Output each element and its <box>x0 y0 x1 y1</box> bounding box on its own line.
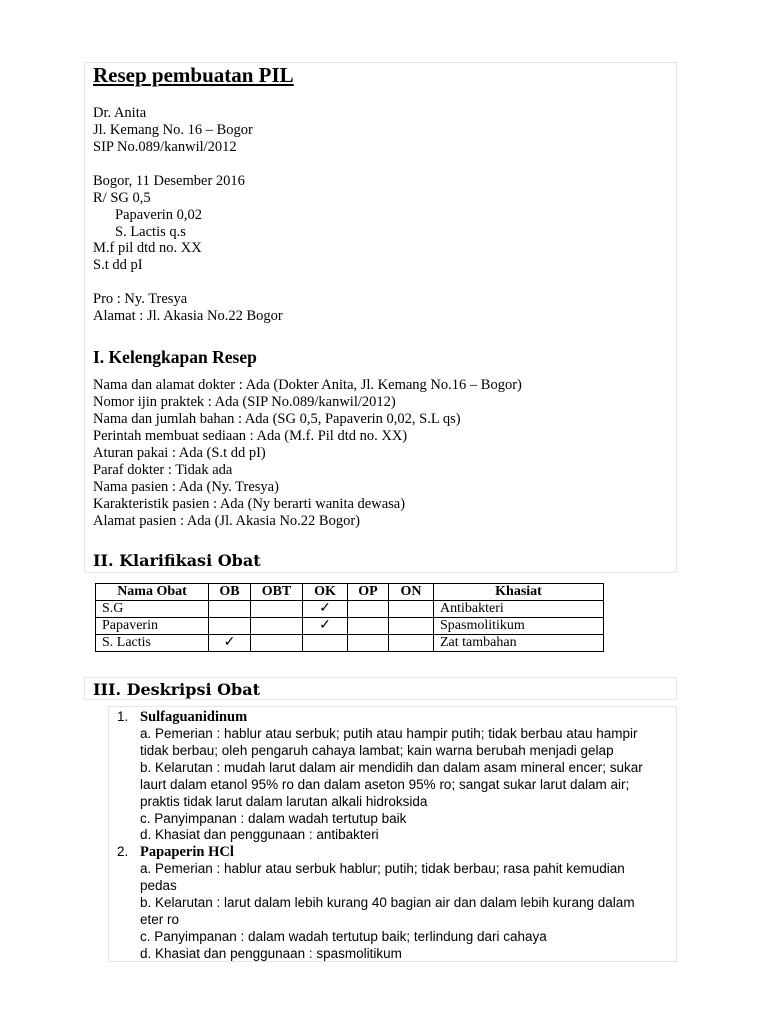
patient-name: Pro : Ny. Tresya <box>93 291 188 307</box>
description-line: b. Kelarutan : larut dalam lebih kurang 40 bagian air dan dalam lebih kurang dalam <box>140 895 635 910</box>
column-header: OBT <box>251 584 303 601</box>
completeness-line: Nama pasien : Ada (Ny. Tresya) <box>93 479 279 495</box>
on-cell <box>389 601 434 618</box>
table-header-row <box>96 584 604 601</box>
list-number: 2. <box>117 844 129 859</box>
description-line: eter ro <box>140 912 180 927</box>
description-line: d. Khasiat dan penggunaan : antibakteri <box>140 827 379 842</box>
description-line: d. Khasiat dan penggunaan : spasmolitikum <box>140 946 402 961</box>
completeness-line: Alamat pasien : Ada (Jl. Akasia No.22 Bogor) <box>93 513 360 529</box>
column-header: ON <box>389 584 434 601</box>
prescription-date: Bogor, 11 Desember 2016 <box>93 173 245 189</box>
completeness-line: Karakteristik pasien : Ada (Ny berarti wanita dewasa) <box>93 496 406 512</box>
column-header: OP <box>348 584 389 601</box>
column-header: OB <box>209 584 251 601</box>
drug-description-title: Sulfaguanidinum <box>140 709 248 725</box>
on-cell <box>389 635 434 652</box>
op-cell <box>348 601 389 618</box>
ok-cell: ✓ <box>303 618 348 635</box>
drug-description-title: Papaperin HCl <box>140 844 234 860</box>
list-number: 1. <box>117 709 129 724</box>
section-heading: III. Deskripsi Obat <box>93 680 260 699</box>
obt-cell <box>251 635 303 652</box>
table-row <box>96 601 604 618</box>
efficacy-cell: Spasmolitikum <box>434 618 604 635</box>
drug-name-cell: S. Lactis <box>96 635 209 652</box>
drug-classification-table <box>95 583 604 652</box>
description-line: laurt dalam etanol 95% ro dan dalam aseton 95% ro; sangat sukar larut dalam air; <box>140 777 630 792</box>
section-heading: II. Klarifikasi Obat <box>93 551 261 570</box>
table-row <box>96 635 604 652</box>
description-line: b. Kelarutan : mudah larut dalam air mendidih dan dalam asam mineral encer; sukar <box>140 760 643 775</box>
description-line: pedas <box>140 878 177 893</box>
prescription-line: R/ SG 0,5 <box>93 190 151 206</box>
prescription-line: S. Lactis q.s <box>115 224 186 240</box>
obt-cell <box>251 618 303 635</box>
column-header: OK <box>303 584 348 601</box>
prescription-line: S.t dd pI <box>93 257 143 273</box>
doctor-address: Jl. Kemang No. 16 – Bogor <box>93 122 253 138</box>
on-cell <box>389 618 434 635</box>
completeness-line: Nama dan jumlah bahan : Ada (SG 0,5, Papaverin 0,02, S.L qs) <box>93 411 461 427</box>
completeness-line: Paraf dokter : Tidak ada <box>93 462 233 478</box>
table-row <box>96 618 604 635</box>
efficacy-cell: Antibakteri <box>434 601 604 618</box>
doctor-name: Dr. Anita <box>93 105 147 121</box>
drug-name-cell: S.G <box>96 601 209 618</box>
obt-cell <box>251 601 303 618</box>
drug-name-cell: Papaverin <box>96 618 209 635</box>
ob-cell <box>209 618 251 635</box>
section-heading: I. Kelengkapan Resep <box>93 347 257 367</box>
column-header: Nama Obat <box>96 584 209 601</box>
prescription-line: Papaverin 0,02 <box>115 207 202 223</box>
description-line: tidak berbau; oleh pengaruh cahaya lambat; kain warna berubah menjadi gelap <box>140 743 614 758</box>
ok-cell: ✓ <box>303 601 348 618</box>
ob-cell <box>209 601 251 618</box>
description-line: c. Panyimpanan : dalam wadah tertutup baik <box>140 811 407 826</box>
ok-cell <box>303 635 348 652</box>
description-line: a. Pemerian : hablur atau serbuk; putih atau hampir putih; tidak berbau atau hampir <box>140 726 638 741</box>
description-line: a. Pemerian : hablur atau serbuk hablur; putih; tidak berbau; rasa pahit kemudian <box>140 861 625 876</box>
doctor-license: SIP No.089/kanwil/2012 <box>93 139 237 155</box>
prescription-line: M.f pil dtd no. XX <box>93 240 202 256</box>
completeness-line: Nama dan alamat dokter : Ada (Dokter Anita, Jl. Kemang No.16 – Bogor) <box>93 377 522 393</box>
completeness-line: Aturan pakai : Ada (S.t dd pI) <box>93 445 266 461</box>
op-cell <box>348 635 389 652</box>
completeness-line: Perintah membuat sediaan : Ada (M.f. Pil dtd no. XX) <box>93 428 408 444</box>
page-title: Resep pembuatan PIL <box>93 63 294 87</box>
efficacy-cell: Zat tambahan <box>434 635 604 652</box>
description-line: praktis tidak larut dalam larutan alkali hidroksida <box>140 794 428 809</box>
column-header: Khasiat <box>434 584 604 601</box>
ob-cell: ✓ <box>209 635 251 652</box>
op-cell <box>348 618 389 635</box>
completeness-line: Nomor ijin praktek : Ada (SIP No.089/kanwil/2012) <box>93 394 396 410</box>
description-line: c. Panyimpanan : dalam wadah tertutup baik; terlindung dari cahaya <box>140 929 547 944</box>
patient-address: Alamat : Jl. Akasia No.22 Bogor <box>93 308 283 324</box>
